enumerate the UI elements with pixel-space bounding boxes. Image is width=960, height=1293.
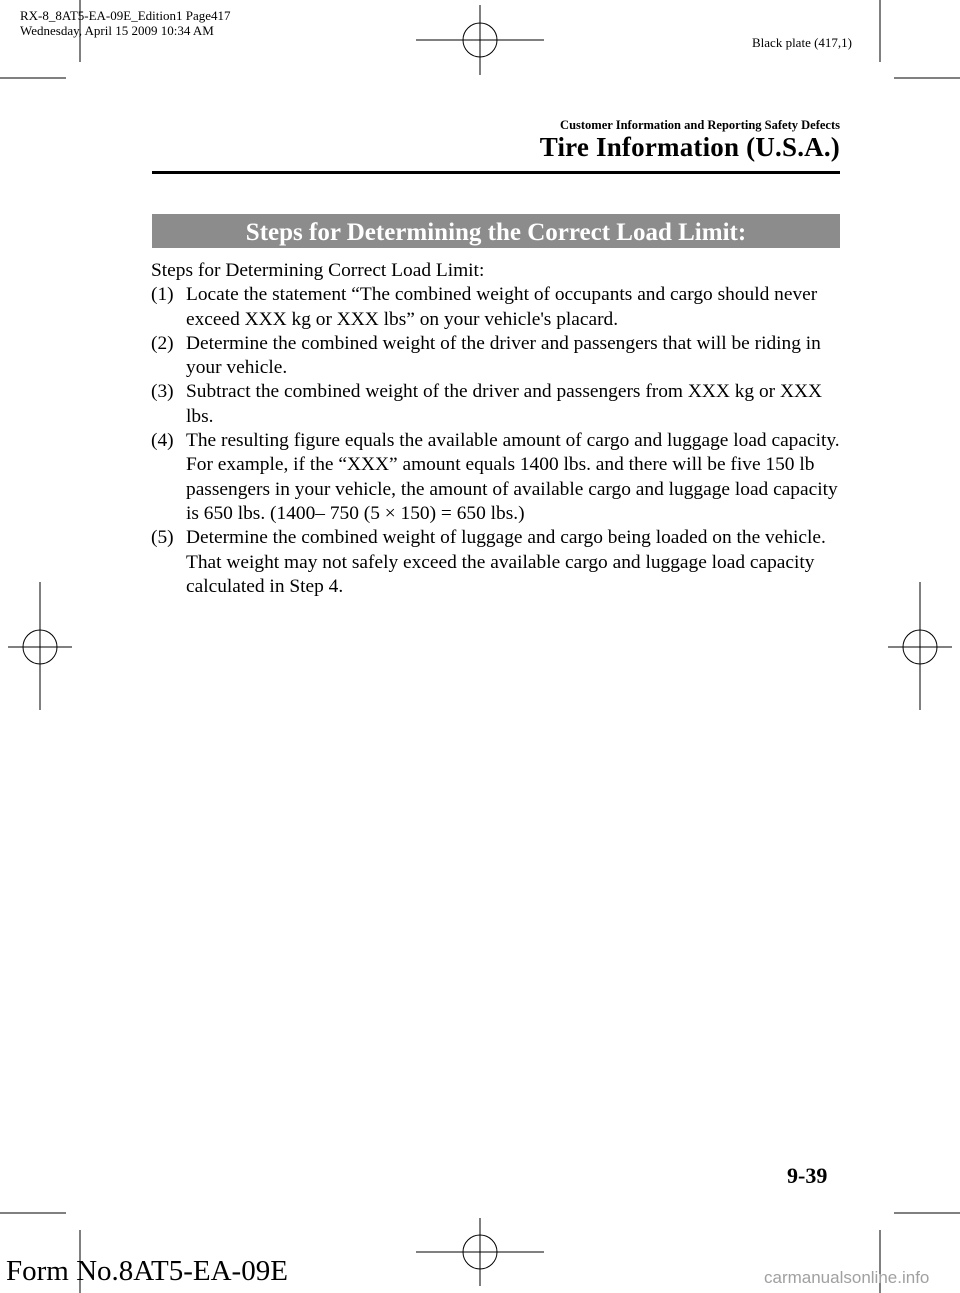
step-text: Locate the statement “The combined weight of occupants and cargo should never exceed XXX kg or XXX lbs” on your vehicle's placard.: [186, 284, 818, 330]
title-rule: [152, 171, 840, 174]
section-banner: Steps for Determining the Correct Load Limit:: [152, 214, 840, 248]
chapter-title: Tire Information (U.S.A.): [539, 132, 840, 162]
step-number: (4): [151, 430, 174, 452]
list-item: [151, 429, 846, 526]
list-item: [151, 380, 846, 429]
black-plate-label: Black plate (417,1): [752, 35, 852, 50]
page-number: 9-39: [787, 1163, 828, 1188]
steps-list: [151, 283, 846, 599]
slug-filename: RX-8_8AT5-EA-09E_Edition1 Page417: [20, 8, 231, 23]
section-label: Customer Information and Reporting Safety Defects: [560, 118, 840, 132]
step-text: Determine the combined weight of the driver and passengers that will be riding in your vehicle.: [186, 332, 821, 379]
step-number: (5): [151, 527, 174, 549]
step-number: (3): [151, 381, 174, 403]
intro-text: Steps for Determining Correct Load Limit:: [151, 260, 485, 281]
list-item: [151, 283, 846, 332]
form-number: Form No.8AT5-EA-09E: [6, 1255, 288, 1287]
list-item: [151, 526, 846, 599]
step-number: (2): [151, 332, 174, 354]
print-slug: [20, 8, 231, 38]
watermark: carmanualsonline.info: [764, 1268, 930, 1287]
step-text: Determine the combined weight of luggage and cargo being loaded on the vehicle. That weight may not safely exceed the available cargo and luggage load capacity calculated in Step 4.: [186, 527, 826, 597]
body-content: [151, 259, 846, 599]
slug-timestamp: Wednesday, April 15 2009 10:34 AM: [20, 23, 214, 38]
step-number: (1): [151, 284, 174, 306]
list-item: [151, 332, 846, 381]
step-text: The resulting figure equals the available amount of cargo and luggage load capacity. For example, if the “XXX” amount equals 1400 lbs. and there will be five 150 lb passengers in your vehicle, the amount of available cargo and luggage load capacity is 650 lbs. (1400– 750 (5 × 150) = 650 lbs.): [186, 430, 840, 524]
step-text: Subtract the combined weight of the driver and passengers from XXX kg or XXX lbs.: [186, 381, 822, 427]
